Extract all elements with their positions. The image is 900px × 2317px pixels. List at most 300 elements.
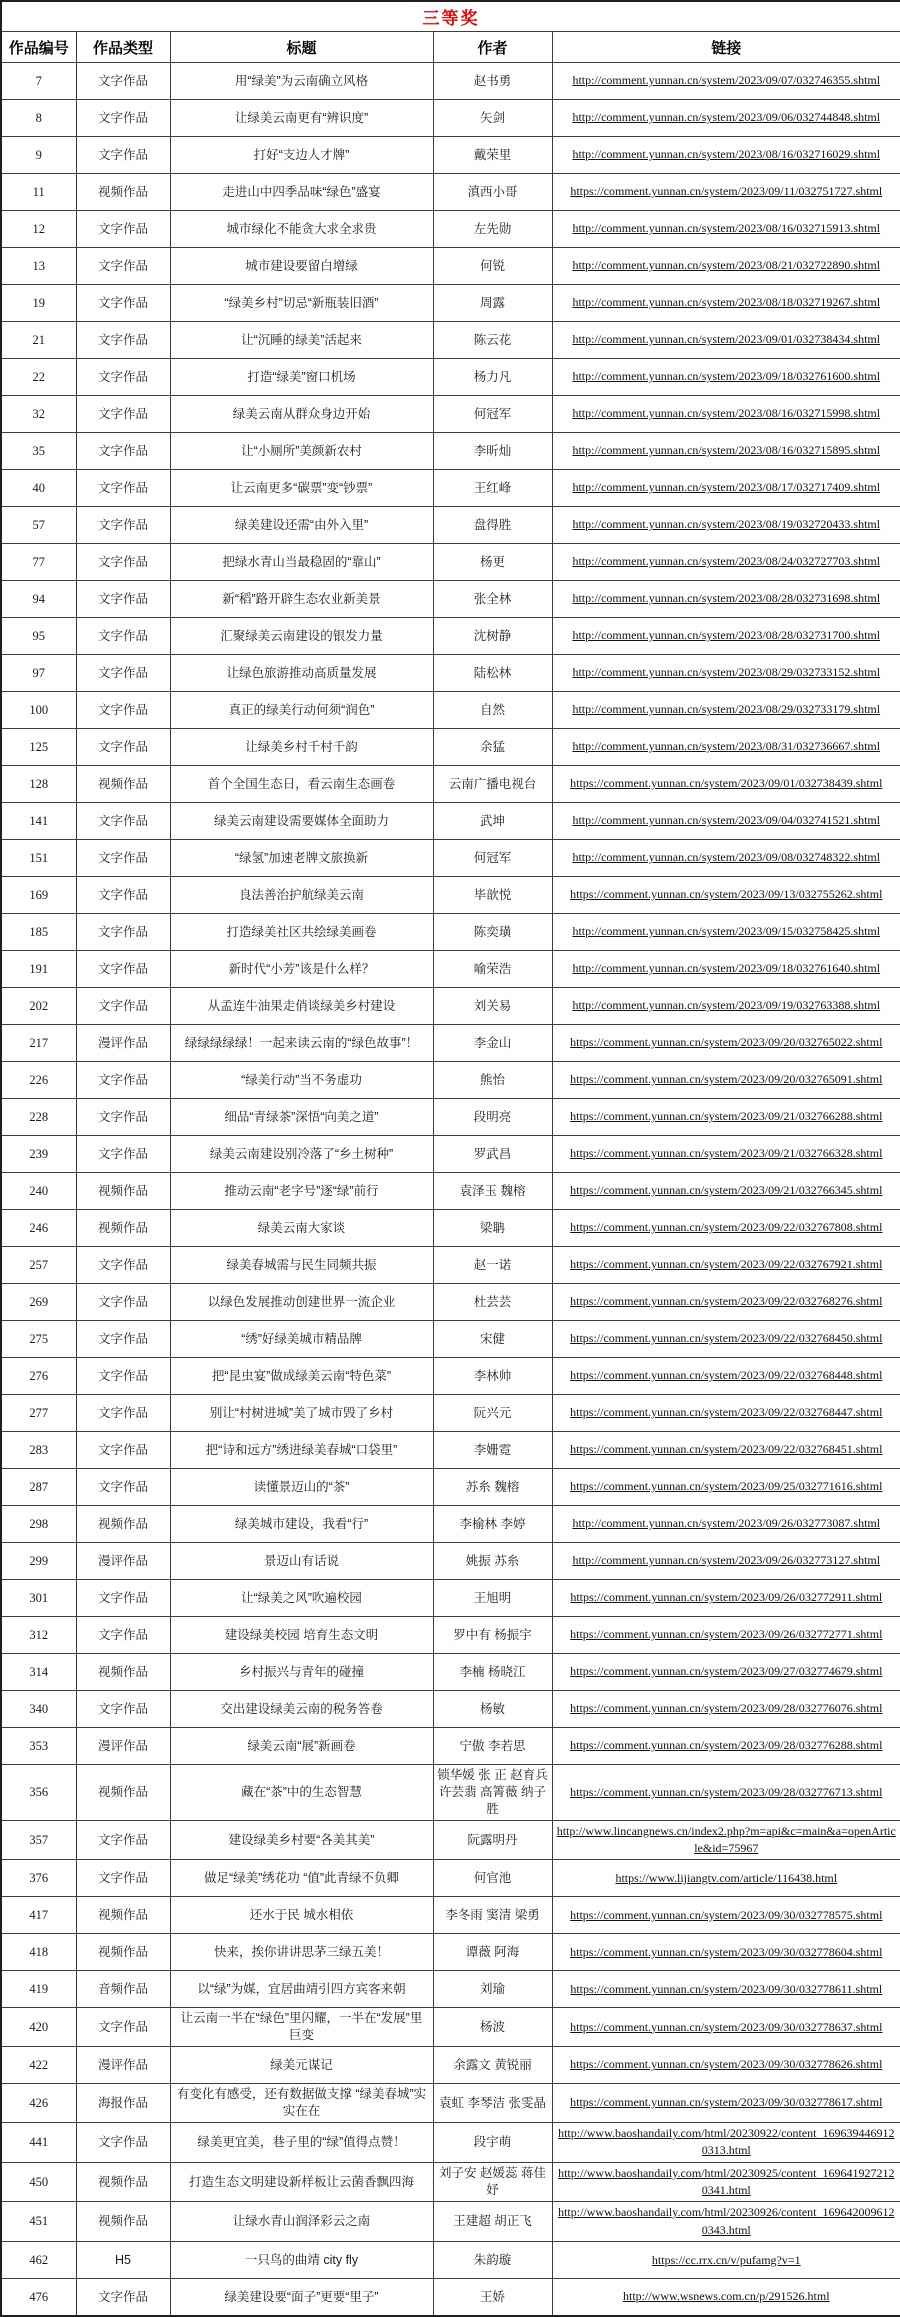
work-link[interactable]: http://comment.yunnan.cn/system/2023/09/04/032741521.shtml [572,813,881,828]
work-id-cell: 298 [1,1506,76,1543]
table-row [1,1099,900,1136]
work-title-cell: 建设绿美乡村要“各美其美” [170,1820,433,1860]
work-title-cell: 以“绿”为媒，宜居曲靖引四方宾客来朝 [170,1971,433,2008]
work-link[interactable]: https://cc.rrx.cn/v/pufamg?v=1 [651,2252,801,2267]
work-type-cell: 文字作品 [76,1432,170,1469]
work-link[interactable]: http://www.wsnews.com.cn/p/291526.html [623,2289,830,2304]
work-title-cell: 交出建设绿美云南的税务答卷 [170,1691,433,1728]
work-title-cell: 做足“绿美”绣花功 “值”此青绿不负卿 [170,1860,433,1897]
work-title-cell: 新时代“小芳”该是什么样？ [170,951,433,988]
work-title-cell: 让“小厕所”美颜新农村 [170,433,433,470]
work-type-cell: 文字作品 [76,1580,170,1617]
work-author-cell: 自然 [433,692,552,729]
work-type-cell: 文字作品 [76,988,170,1025]
work-title-cell: 打造生态文明建设新样板让云菌香飘四海 [170,2162,433,2202]
work-link[interactable]: https://comment.yunnan.cn/system/2023/09/26/032772911.shtml [570,1590,883,1605]
work-type-cell: 文字作品 [76,470,170,507]
column-header-author: 作者 [433,32,552,63]
work-title-cell: 让云南一半在“绿色”里闪耀，一半在“发展”里巨变 [170,2008,433,2047]
table-row [1,766,900,803]
work-id-cell: 269 [1,1284,76,1321]
work-type-cell: 文字作品 [76,1860,170,1897]
work-id-cell: 353 [1,1728,76,1765]
work-title-cell: 让绿色旅游推动高质量发展 [170,655,433,692]
work-title-cell: 打好“支边人才牌” [170,137,433,174]
work-author-cell: 罗中有 杨振宇 [433,1617,552,1654]
table-row [1,655,900,692]
work-title-cell: 绿绿绿绿绿！一起来读云南的“绿色故事”！ [170,1025,433,1062]
work-author-cell: 姚振 苏糸 [433,1543,552,1580]
work-id-cell: 301 [1,1580,76,1617]
work-title-cell: 快来，挨你讲讲思茅三绿五美！ [170,1934,433,1971]
work-link[interactable]: http://comment.yunnan.cn/system/2023/08/16/032715913.shtml [572,221,881,236]
work-link[interactable]: http://comment.yunnan.cn/system/2023/08/28/032731700.shtml [572,628,881,643]
work-link[interactable]: https://comment.yunnan.cn/system/2023/09/28/032776076.shtml [570,1701,883,1716]
work-author-cell: 沈树静 [433,618,552,655]
work-title-cell: “绿氢”加速老牌文旅换新 [170,840,433,877]
work-id-cell: 169 [1,877,76,914]
work-link[interactable]: http://comment.yunnan.cn/system/2023/08/29/032733152.shtml [572,665,881,680]
table-row [1,1765,900,1821]
work-link[interactable]: http://comment.yunnan.cn/system/2023/08/16/032715895.shtml [572,443,881,458]
work-id-cell: 340 [1,1691,76,1728]
work-title-cell: “绿美行动”当不务虚功 [170,1062,433,1099]
work-title-cell: 绿美云南建设需要媒体全面助力 [170,803,433,840]
work-title-cell: 绿美春城需与民生同频共振 [170,1247,433,1284]
work-id-cell: 376 [1,1860,76,1897]
work-link[interactable]: https://comment.yunnan.cn/system/2023/09/21/032766345.shtml [570,1183,883,1198]
work-author-cell: 阮露明丹 [433,1820,552,1860]
table-row [1,1897,900,1934]
table-row [1,544,900,581]
work-author-cell: 陈云花 [433,322,552,359]
work-title-cell: 还水于民 城水相依 [170,1897,433,1934]
work-title-cell: 城市建设要留白增绿 [170,248,433,285]
work-author-cell: 朱韵璇 [433,2242,552,2279]
work-link[interactable]: http://comment.yunnan.cn/system/2023/09/26/032773127.shtml [572,1553,881,1568]
work-title-cell: 读懂景迈山的“茶” [170,1469,433,1506]
work-id-cell: 419 [1,1971,76,2008]
work-type-cell: 文字作品 [76,1099,170,1136]
table-row [1,1469,900,1506]
work-link[interactable]: http://comment.yunnan.cn/system/2023/08/16/032715998.shtml [572,406,881,421]
work-type-cell: 文字作品 [76,1617,170,1654]
work-id-cell: 19 [1,285,76,322]
work-author-cell: 滇西小哥 [433,174,552,211]
work-id-cell: 299 [1,1543,76,1580]
column-header-work-type: 作品类型 [76,32,170,63]
table-row [1,1025,900,1062]
table-title-row [1,1,900,32]
work-title-cell: “绿美乡村”切忌“新瓶装旧酒” [170,285,433,322]
work-id-cell: 100 [1,692,76,729]
work-link[interactable]: https://comment.yunnan.cn/system/2023/09/20/032765022.shtml [570,1035,883,1050]
work-id-cell: 277 [1,1395,76,1432]
work-link[interactable]: https://comment.yunnan.cn/system/2023/09/30/032778637.shtml [570,2019,883,2034]
work-title-cell: 绿美云南从群众身边开始 [170,396,433,433]
table-row [1,211,900,248]
table-row [1,1321,900,1358]
work-link[interactable]: http://comment.yunnan.cn/system/2023/09/18/032761640.shtml [572,961,881,976]
work-link[interactable]: https://comment.yunnan.cn/system/2023/09/22/032767808.shtml [570,1220,883,1235]
work-author-cell: 戴荣里 [433,137,552,174]
work-id-cell: 417 [1,1897,76,1934]
work-type-cell: 文字作品 [76,100,170,137]
work-link[interactable]: https://comment.yunnan.cn/system/2023/09/13/032755262.shtml [570,887,883,902]
work-type-cell: 文字作品 [76,840,170,877]
table-row [1,618,900,655]
work-id-cell: 314 [1,1654,76,1691]
work-type-cell: 文字作品 [76,729,170,766]
work-link[interactable]: https://comment.yunnan.cn/system/2023/09/28/032776713.shtml [570,1784,883,1799]
work-type-cell: 文字作品 [76,2122,170,2162]
table-row [1,581,900,618]
work-title-cell: 让“绿美之风”吹遍校园 [170,1580,433,1617]
table-row [1,1728,900,1765]
work-id-cell: 141 [1,803,76,840]
work-author-cell: 周露 [433,285,552,322]
table-row [1,2279,900,2316]
work-type-cell: 文字作品 [76,1284,170,1321]
work-type-cell: 视频作品 [76,1506,170,1543]
work-link[interactable]: https://comment.yunnan.cn/system/2023/09/27/032774679.shtml [570,1664,883,1679]
work-type-cell: 文字作品 [76,1136,170,1173]
work-type-cell: 文字作品 [76,2008,170,2047]
work-link[interactable]: http://comment.yunnan.cn/system/2023/09/06/032744848.shtml [572,110,881,125]
work-link[interactable]: http://comment.yunnan.cn/system/2023/08/31/032736667.shtml [572,739,881,754]
work-author-cell: 段明亮 [433,1099,552,1136]
table-row [1,359,900,396]
work-type-cell: 文字作品 [76,914,170,951]
work-author-cell: 杨敏 [433,1691,552,1728]
table-row [1,1136,900,1173]
work-title-cell: 用“绿美”为云南确立风格 [170,63,433,100]
table-row [1,100,900,137]
work-title-cell: 让“沉睡的绿美”活起来 [170,322,433,359]
work-author-cell: 杜芸芸 [433,1284,552,1321]
work-link[interactable]: https://comment.yunnan.cn/system/2023/09/30/032778575.shtml [570,1907,883,1922]
work-author-cell: 刘关易 [433,988,552,1025]
column-header-work-id: 作品编号 [1,32,76,63]
work-author-cell: 何官池 [433,1860,552,1897]
work-link[interactable]: http://comment.yunnan.cn/system/2023/09/19/032763388.shtml [572,998,881,1013]
work-author-cell: 何冠军 [433,840,552,877]
work-link[interactable]: http://comment.yunnan.cn/system/2023/09/08/032748322.shtml [572,850,881,865]
work-id-cell: 8 [1,100,76,137]
work-type-cell: 文字作品 [76,1820,170,1860]
work-id-cell: 151 [1,840,76,877]
work-title-cell: 良法善治护航绿美云南 [170,877,433,914]
work-type-cell: 文字作品 [76,803,170,840]
table-row [1,2202,900,2242]
work-type-cell: 文字作品 [76,1691,170,1728]
work-title-cell: 把“昆虫宴”做成绿美云南“特色菜” [170,1358,433,1395]
table-row [1,322,900,359]
work-author-cell: 矢剑 [433,100,552,137]
work-link[interactable]: https://comment.yunnan.cn/system/2023/09/11/032751727.shtml [570,184,883,199]
work-id-cell: 240 [1,1173,76,1210]
work-link[interactable]: https://comment.yunnan.cn/system/2023/09/30/032778604.shtml [570,1944,883,1959]
work-author-cell: 杨力凡 [433,359,552,396]
work-id-cell: 420 [1,2008,76,2047]
work-type-cell: 海报作品 [76,2084,170,2123]
table-row [1,1210,900,1247]
work-author-cell: 毕歆悦 [433,877,552,914]
work-id-cell: 13 [1,248,76,285]
work-link[interactable]: http://comment.yunnan.cn/system/2023/09/26/032773087.shtml [572,1516,881,1531]
work-author-cell: 陈奕璜 [433,914,552,951]
work-title-cell: 打造“绿美”窗口机场 [170,359,433,396]
work-type-cell: 漫评作品 [76,1025,170,1062]
work-author-cell: 袁虹 李琴洁 张雯晶 [433,2084,552,2123]
table-row [1,803,900,840]
work-type-cell: 视频作品 [76,1765,170,1821]
table-row [1,988,900,1025]
work-title-cell: 绿美建设还需“由外入里” [170,507,433,544]
work-id-cell: 451 [1,2202,76,2242]
table-row [1,1284,900,1321]
work-title-cell: 把“诗和远方”绣进绿美春城“口袋里” [170,1432,433,1469]
work-link[interactable]: https://comment.yunnan.cn/system/2023/09/01/032738439.shtml [570,776,883,791]
table-row [1,951,900,988]
work-type-cell: 视频作品 [76,1934,170,1971]
work-author-cell: 锁华媛 张 正 赵育兵 许芸翡 高箐薇 纳子胜 [433,1765,552,1821]
work-link[interactable]: http://comment.yunnan.cn/system/2023/08/18/032719267.shtml [572,295,881,310]
work-link[interactable]: http://comment.yunnan.cn/system/2023/08/16/032716029.shtml [572,147,881,162]
work-author-cell: 苏糸 魏榕 [433,1469,552,1506]
work-id-cell: 9 [1,137,76,174]
work-type-cell: 文字作品 [76,951,170,988]
work-type-cell: 文字作品 [76,544,170,581]
work-type-cell: 视频作品 [76,1210,170,1247]
table-header-row [1,32,900,63]
table-row [1,1432,900,1469]
work-title-cell: 新“稻”路开辟生态农业新美景 [170,581,433,618]
work-link[interactable]: http://comment.yunnan.cn/system/2023/09/15/032758425.shtml [572,924,881,939]
work-author-cell: 喻荣浩 [433,951,552,988]
work-id-cell: 11 [1,174,76,211]
work-author-cell: 李姗霓 [433,1432,552,1469]
work-link[interactable]: http://comment.yunnan.cn/system/2023/08/28/032731698.shtml [572,591,881,606]
work-link[interactable]: https://comment.yunnan.cn/system/2023/09/21/032766328.shtml [570,1146,883,1161]
work-type-cell: 文字作品 [76,655,170,692]
work-id-cell: 228 [1,1099,76,1136]
work-id-cell: 418 [1,1934,76,1971]
work-id-cell: 356 [1,1765,76,1821]
work-link[interactable]: https://comment.yunnan.cn/system/2023/09/22/032768450.shtml [570,1331,883,1346]
table-row [1,1691,900,1728]
table-row [1,1395,900,1432]
award-table-body [1,63,900,2316]
work-author-cell: 武坤 [433,803,552,840]
work-type-cell: 文字作品 [76,581,170,618]
work-link[interactable]: http://comment.yunnan.cn/system/2023/09/01/032738434.shtml [572,332,881,347]
table-row [1,1860,900,1897]
work-id-cell: 7 [1,63,76,100]
work-type-cell: 文字作品 [76,618,170,655]
work-id-cell: 95 [1,618,76,655]
work-link[interactable]: https://www.lijiangtv.com/article/116438.html [615,1870,838,1885]
work-author-cell: 刘子安 赵媛蕊 蒋佳妤 [433,2162,552,2202]
table-row [1,2008,900,2047]
work-id-cell: 357 [1,1820,76,1860]
table-row [1,1580,900,1617]
work-type-cell: 漫评作品 [76,1543,170,1580]
work-title-cell: 走进山中四季品味“绿色”盛宴 [170,174,433,211]
table-row [1,1654,900,1691]
work-link[interactable]: http://comment.yunnan.cn/system/2023/08/24/032727703.shtml [572,554,881,569]
work-link[interactable]: http://comment.yunnan.cn/system/2023/09/07/032746355.shtml [572,73,881,88]
work-link[interactable]: https://comment.yunnan.cn/system/2023/09/22/032768451.shtml [570,1442,883,1457]
work-author-cell: 赵一诺 [433,1247,552,1284]
work-author-cell: 杨更 [433,544,552,581]
work-id-cell: 226 [1,1062,76,1099]
work-id-cell: 276 [1,1358,76,1395]
table-row [1,396,900,433]
work-author-cell: 左先勋 [433,211,552,248]
table-row [1,2122,900,2162]
work-link[interactable]: http://comment.yunnan.cn/system/2023/08/29/032733179.shtml [572,702,881,717]
table-row [1,877,900,914]
work-link[interactable]: https://comment.yunnan.cn/system/2023/09/28/032776288.shtml [570,1738,883,1753]
work-link[interactable]: https://comment.yunnan.cn/system/2023/09/20/032765091.shtml [570,1072,883,1087]
work-author-cell: 盘得胜 [433,507,552,544]
column-header-link: 链接 [552,32,900,63]
work-id-cell: 239 [1,1136,76,1173]
work-link[interactable]: https://comment.yunnan.cn/system/2023/09/25/032771616.shtml [570,1479,883,1494]
work-author-cell: 余露文 黄锐丽 [433,2047,552,2084]
work-author-cell: 李冬雨 窦清 梁勇 [433,1897,552,1934]
work-type-cell: 视频作品 [76,2202,170,2242]
table-row [1,63,900,100]
work-title-cell: 让绿美云南更有“辨识度” [170,100,433,137]
work-author-cell: 刘瑜 [433,1971,552,2008]
work-link[interactable]: https://comment.yunnan.cn/system/2023/09/22/032767921.shtml [570,1257,883,1272]
work-author-cell: 谭薇 阿海 [433,1934,552,1971]
work-type-cell: 视频作品 [76,2162,170,2202]
work-type-cell: 文字作品 [76,211,170,248]
work-link[interactable]: http://www.baoshandaily.com/html/20230926/content_1696420096120343.html [558,2205,895,2237]
work-id-cell: 476 [1,2279,76,2316]
work-link[interactable]: http://comment.yunnan.cn/system/2023/08/17/032717409.shtml [572,480,881,495]
work-author-cell: 王旭明 [433,1580,552,1617]
work-id-cell: 202 [1,988,76,1025]
work-link[interactable]: http://comment.yunnan.cn/system/2023/08/21/032722890.shtml [572,258,881,273]
work-type-cell: 漫评作品 [76,2047,170,2084]
work-author-cell: 李林帅 [433,1358,552,1395]
work-title-cell: 城市绿化不能贪大求全求贵 [170,211,433,248]
work-link[interactable]: https://comment.yunnan.cn/system/2023/09/30/032778626.shtml [570,2057,883,2072]
work-id-cell: 94 [1,581,76,618]
work-author-cell: 李榆林 李婷 [433,1506,552,1543]
work-link[interactable]: https://comment.yunnan.cn/system/2023/09/22/032768447.shtml [570,1405,883,1420]
work-title-cell: 藏在“茶”中的生态智慧 [170,1765,433,1821]
table-row [1,507,900,544]
work-type-cell: 文字作品 [76,1321,170,1358]
work-link[interactable]: http://www.lincangnews.cn/index2.php?m=api&c=main&a=openArticle&id=75967 [556,1823,896,1856]
work-link[interactable]: http://comment.yunnan.cn/system/2023/09/18/032761600.shtml [572,369,881,384]
work-author-cell: 陆松林 [433,655,552,692]
table-row [1,1543,900,1580]
table-row [1,470,900,507]
work-author-cell: 袁泽玉 魏榕 [433,1173,552,1210]
work-id-cell: 283 [1,1432,76,1469]
work-id-cell: 312 [1,1617,76,1654]
work-title-cell: 让绿水青山润泽彩云之南 [170,2202,433,2242]
work-id-cell: 257 [1,1247,76,1284]
work-title-cell: 绿美更宜美，巷子里的“绿”值得点赞！ [170,2122,433,2162]
work-title-cell: 景迈山有话说 [170,1543,433,1580]
work-author-cell: 段宇萌 [433,2122,552,2162]
work-title-cell: 把绿水青山当最稳固的“靠山” [170,544,433,581]
work-id-cell: 97 [1,655,76,692]
work-id-cell: 275 [1,1321,76,1358]
work-title-cell: 绿美元谋记 [170,2047,433,2084]
work-type-cell: 文字作品 [76,1358,170,1395]
table-row [1,285,900,322]
work-link[interactable]: https://comment.yunnan.cn/system/2023/09/30/032778611.shtml [570,1981,883,1996]
work-id-cell: 35 [1,433,76,470]
table-row [1,2084,900,2123]
work-author-cell: 何锐 [433,248,552,285]
work-link[interactable]: https://comment.yunnan.cn/system/2023/09/21/032766288.shtml [570,1109,883,1124]
work-title-cell: 绿美云南大家谈 [170,1210,433,1247]
work-link[interactable]: https://comment.yunnan.cn/system/2023/09/22/032768448.shtml [570,1368,883,1383]
work-type-cell: H5 [76,2242,170,2279]
table-row [1,1247,900,1284]
work-type-cell: 音频作品 [76,1971,170,2008]
work-author-cell: 李金山 [433,1025,552,1062]
work-link[interactable]: http://www.baoshandaily.com/html/20230922/content_1696394469120313.html [558,2125,895,2158]
work-link[interactable]: https://comment.yunnan.cn/system/2023/09/30/032778617.shtml [570,2095,883,2110]
work-id-cell: 32 [1,396,76,433]
work-type-cell: 文字作品 [76,359,170,396]
work-title-cell: 建设绿美校园 培育生态文明 [170,1617,433,1654]
work-author-cell: 云南广播电视台 [433,766,552,803]
work-id-cell: 246 [1,1210,76,1247]
table-row [1,433,900,470]
work-id-cell: 191 [1,951,76,988]
work-author-cell: 张全林 [433,581,552,618]
work-author-cell: 赵书勇 [433,63,552,100]
table-row [1,248,900,285]
work-author-cell: 李昕灿 [433,433,552,470]
table-row [1,1173,900,1210]
work-title-cell: 绿美云南“展”新画卷 [170,1728,433,1765]
table-row [1,840,900,877]
table-row [1,1934,900,1971]
work-author-cell: 阮兴元 [433,1395,552,1432]
work-link[interactable]: https://comment.yunnan.cn/system/2023/09/22/032768276.shtml [570,1294,883,1309]
table-row [1,1358,900,1395]
work-author-cell: 梁聃 [433,1210,552,1247]
work-type-cell: 文字作品 [76,63,170,100]
work-link[interactable]: http://comment.yunnan.cn/system/2023/08/19/032720433.shtml [572,517,881,532]
work-author-cell: 宋健 [433,1321,552,1358]
work-type-cell: 文字作品 [76,877,170,914]
work-type-cell: 文字作品 [76,1247,170,1284]
work-type-cell: 文字作品 [76,1062,170,1099]
work-type-cell: 视频作品 [76,1173,170,1210]
work-type-cell: 文字作品 [76,433,170,470]
page-title: 三等奖 [1,1,900,32]
work-author-cell: 宁傲 李若思 [433,1728,552,1765]
work-link[interactable]: https://comment.yunnan.cn/system/2023/09/26/032772771.shtml [570,1627,883,1642]
table-row [1,692,900,729]
work-type-cell: 文字作品 [76,248,170,285]
work-id-cell: 185 [1,914,76,951]
work-link[interactable]: http://www.baoshandaily.com/html/20230925/content_1696419272120341.html [558,2165,895,2198]
